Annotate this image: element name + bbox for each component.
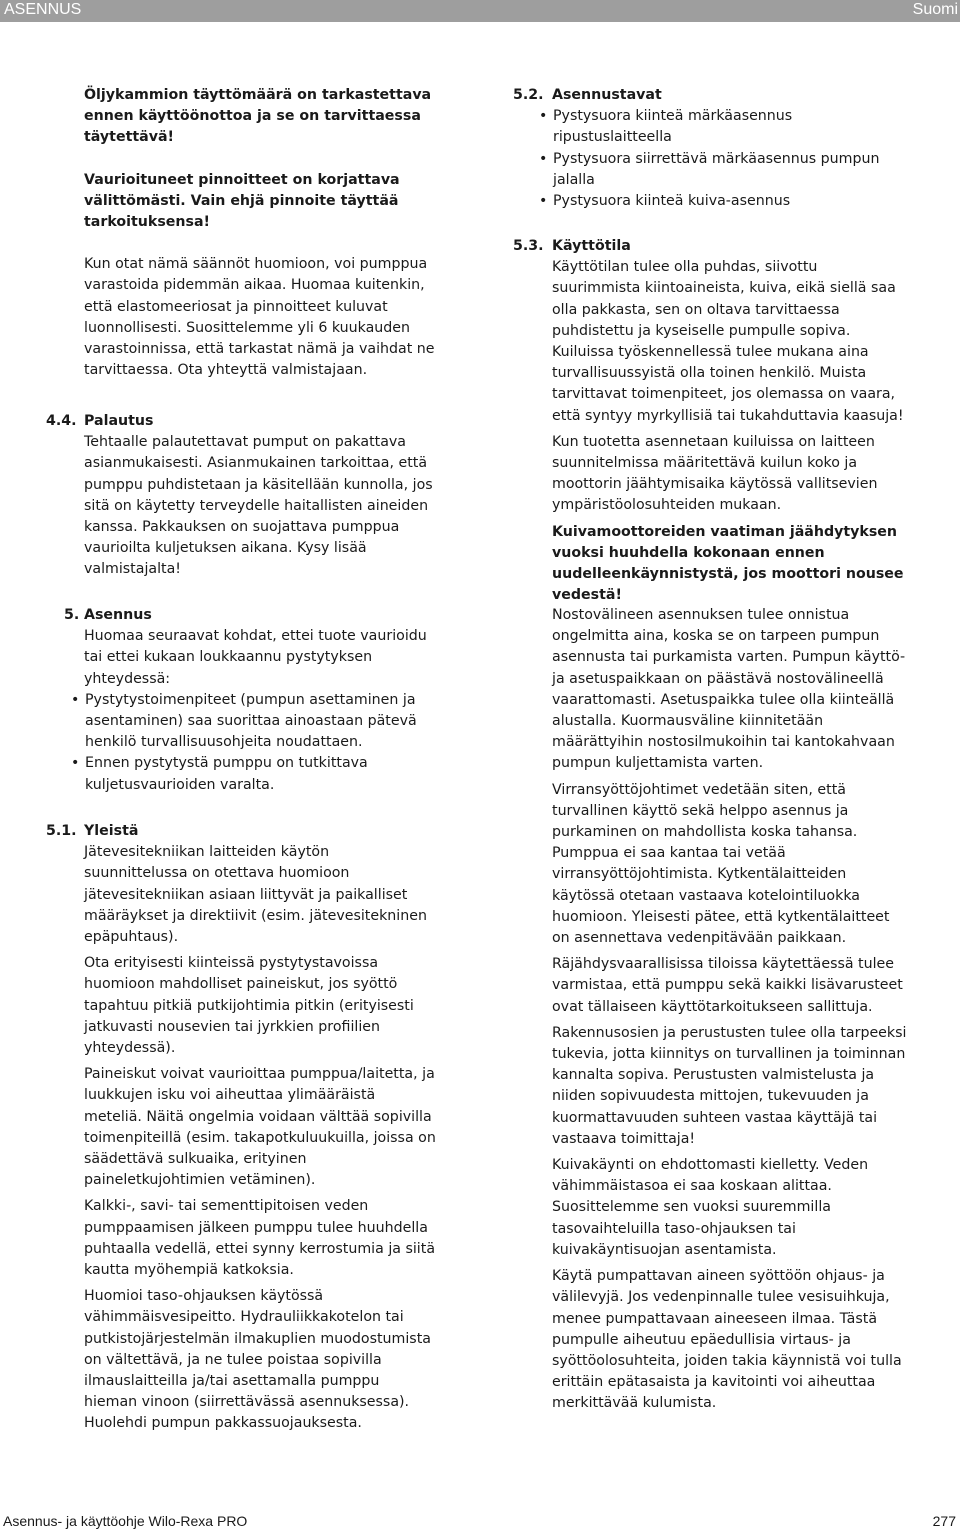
paragraph: Jätevesitekniikan laitteiden käytön suunnittelussa on otettava huomioon jätevesitekniikan asiaan liittyvät ja paikalliset määräykset ja direktiivit (esim. jätevesitekninen epäpuhtaus).	[84, 844, 427, 946]
list-item: • Pystysuora siirrettävä märkäasennus pumpun jalalla	[539, 149, 908, 191]
paragraph: Nostovälineen asennuksen tulee onnistua ongelmitta aina, koska se on tarpeen pumpun asennusta tai purkamista varten. Pumpun käyttö- ja asetuspaikkaan on päästävä nostovälineellä vaarattomasti. Asetuspaikka tulee olla kiinteällä alustalla. Kuormausväline kiinnitetään määrättyihin nostosilmukoihin tai kantokahvaan pumpun kuljettamista varten.	[552, 607, 906, 772]
section-number-5-3: 5.3.	[513, 238, 544, 254]
list-item: • Pystysuora kiinteä kuiva-asennus	[539, 191, 908, 212]
section-title: Yleistä	[84, 823, 139, 839]
paragraph: Ota erityisesti kiinteissä pystytystavoissa huomioon mahdolliset paineiskut, jos syöttö tapahtuu pitkiä putkijohtimia pitkin (erityisesti jatkuvasti nousevien tai jyrkkien profiilien yhteydessä).	[84, 955, 414, 1057]
paragraph: Virransyöttöjohtimet vedetään siten, että turvallinen käyttö sekä helppo asennus ja purkaminen on mahdollista koska tahansa. Pumppua ei saa kantaa tai vetää virransyöttöjohtimista. Kytkentälaitteiden käytössä otetaan vastaava kotelointiluokka huomioon. Yleisesti pätee, että kytkentälaitteet on asennettava vedenpitävään paikkaan.	[552, 781, 890, 947]
installation-types	[539, 106, 908, 212]
footer-title: Asennus- ja käyttöohje Wilo-Rexa PRO	[3, 1513, 248, 1529]
section-title: Käyttötila	[552, 238, 631, 254]
section-number-5-1: 5.1.	[46, 823, 77, 839]
paragraph: Kun tuotetta asennetaan kuiluissa on laitteen suunnitelmissa määritettävä kuilun koko ja moottorin jäähtymisaika käytössä vallitsevien ympäristöolosuhteiden mukaan.	[552, 433, 878, 514]
paragraph: Rakennusosien ja perustusten tulee olla tarpeeksi tukevia, jotta kiinnitys on turvallinen ja toiminnan kannalta sopiva. Perustusten valmistelusta ja niiden sopivuudesta mittojen, tukevuuden ja kuormattavuuden suhteen vastaa käyttäjä tai vastaava toimittaja!	[552, 1024, 907, 1147]
header-bar	[0, 0, 960, 22]
section-number-4-4: 4.4.	[46, 413, 77, 429]
paragraph: Paineiskut voivat vaurioittaa pumppua/laitetta, ja luukkujen isku voi aiheuttaa ylimääräistä meteliä. Näitä ongelmia voidaan välttää sopivilla toimenpiteillä (esim. takapotkuluukuilla, joissa on säädettävä sulkuaika, erityinen paineletkujohtimien vetäminen).	[84, 1066, 436, 1189]
section-title: Palautus	[84, 413, 154, 429]
page-number: 277	[932, 1513, 956, 1529]
section-4-4	[84, 411, 436, 581]
paragraph: Huomioi taso-ohjauksen käytössä vähimmäisvesipeitto. Hydrauliikkakotelon tai putkistojärjestelmän ilmakuplien muodostumista on vältettävä, ja ne tulee poistaa sopivilla ilmauslaitteilla ja/tai asettamalla pumppu hieman vinoon (siirrettävässä asennuksessa). Huolehdi pumpun pakkassuojauksesta.	[84, 1288, 431, 1432]
list-item: • Pystysuora kiinteä märkäasennus ripustuslaitteella	[539, 106, 908, 148]
section-5-3	[552, 236, 908, 606]
installation-bullets	[71, 690, 436, 796]
section-title: Asennus	[84, 607, 152, 623]
paragraph: Käyttötilan tulee olla puhdas, siivottu suurimmista kiintoaineista, kuiva, eikä siellä saa olla pakkasta, sen on oltava tarvittaessa puhdistettu ja kyseiselle pumpulle sopiva. Kuiluissa työskennellessä tulee mukana aina turvallisuussyistä olla toinen henkilö. Muista tarvittavat toimenpiteet, jos olemassa on vaara, että syntyy myrkyllisiä tai tukahduttavia kaasuja!	[552, 259, 904, 424]
section-number-5: 5.	[64, 607, 80, 623]
paragraph: Kalkki-, savi- tai sementtipitoisen veden pumppaamisen jälkeen pumppu tulee huuhdella puhtaalla vedellä, ettei synny kerrostumia ja siitä kautta myöhempiä katkoksia.	[84, 1198, 436, 1279]
paragraph: Räjähdysvaarallisissa tiloissa käytettäessä tulee varmistaa, että pumppu sekä kaikki lisävarusteet ovat tällaiseen käyttötarkoitukseen sallittuja.	[552, 956, 903, 1015]
storage-paragraph: Kun otat nämä säännöt huomioon, voi pumppua varastoida pidemmän aikaa. Huomaa kuitenkin, että elastomeeriosat ja pinnoitteet kuluvat luonnollisesti. Suosittelemme yli 6 kuukauden varastoinnissa, että tarkastat nämä ja vaihdat ne tarvittaessa. Ota yhteyttä valmistajaan.	[84, 256, 435, 379]
installation-requirements	[552, 605, 908, 1415]
oil-warning: Öljykammion täyttömäärä on tarkastettava ennen käyttöönottoa ja se on tarvittaessa täytettävä!	[84, 87, 432, 146]
section-label: ASENNUS	[4, 1, 82, 18]
section-5-2	[552, 85, 908, 212]
list-item: • Pystytystoimenpiteet (pumpun asettaminen ja asentaminen) saa suorittaa ainoastaan pätevä henkilö turvallisuusohjeita noudattaen.	[71, 690, 436, 754]
cooling-warning: Kuivamoottoreiden vaatiman jäähdytyksen vuoksi huuhdella kokonaan ennen uudelleenkäynnistystä, jos moottori nousee vedestä!	[552, 523, 904, 604]
section-5	[84, 605, 436, 796]
section-number-5-2: 5.2.	[513, 87, 544, 103]
storage-notes	[84, 85, 436, 381]
language-label: Suomi	[912, 1, 958, 18]
coating-warning: Vaurioituneet pinnoitteet on korjattava välittömästi. Vain ehjä pinnoite täyttää tarkoituksensa!	[84, 171, 400, 231]
section-5-1	[84, 821, 436, 1435]
section-title: Asennustavat	[552, 87, 662, 103]
paragraph: Käytä pumpattavan aineen syöttöön ohjaus- ja välilevyjä. Jos vedenpinnalle tulee vesisuihkuja, menee pumpattavaan aineeseen ilmaa. Tästä pumpulle aiheutuu epäedullisia virtaus- ja syöttöolosuhteita, joiden takia käynnistä voi tulla erittäin epätasaista ja kavitointi voi aiheuttaa merkittävää kulumista.	[552, 1268, 902, 1412]
return-paragraph: Tehtaalle palautettavat pumput on pakattava asianmukaisesti. Asianmukainen tarkoittaa, että pumppu puhdistetaan ja käsitellään kunnolla, jos sitä on käytetty terveydelle haitallisten aineiden kanssa. Pakkauksen on suojattava pumppua vaurioilta kuljetuksen aikana. Kysy lisää valmistajalta!	[84, 434, 433, 578]
installation-intro: Huomaa seuraavat kohdat, ettei tuote vaurioidu tai ettei kukaan loukkaannu pystytyksen yhteydessä:	[84, 628, 427, 687]
list-item: • Ennen pystytystä pumppu on tutkittava kuljetusvaurioiden varalta.	[71, 753, 436, 795]
paragraph: Kuivakäynti on ehdottomasti kielletty. Veden vähimmäistasoa ei saa koskaan alittaa. Suosittelemme sen vuoksi suuremmilla tasovaihteluilla taso-ohjauksen tai kuivakäyntisuojan asentamista.	[552, 1157, 869, 1258]
